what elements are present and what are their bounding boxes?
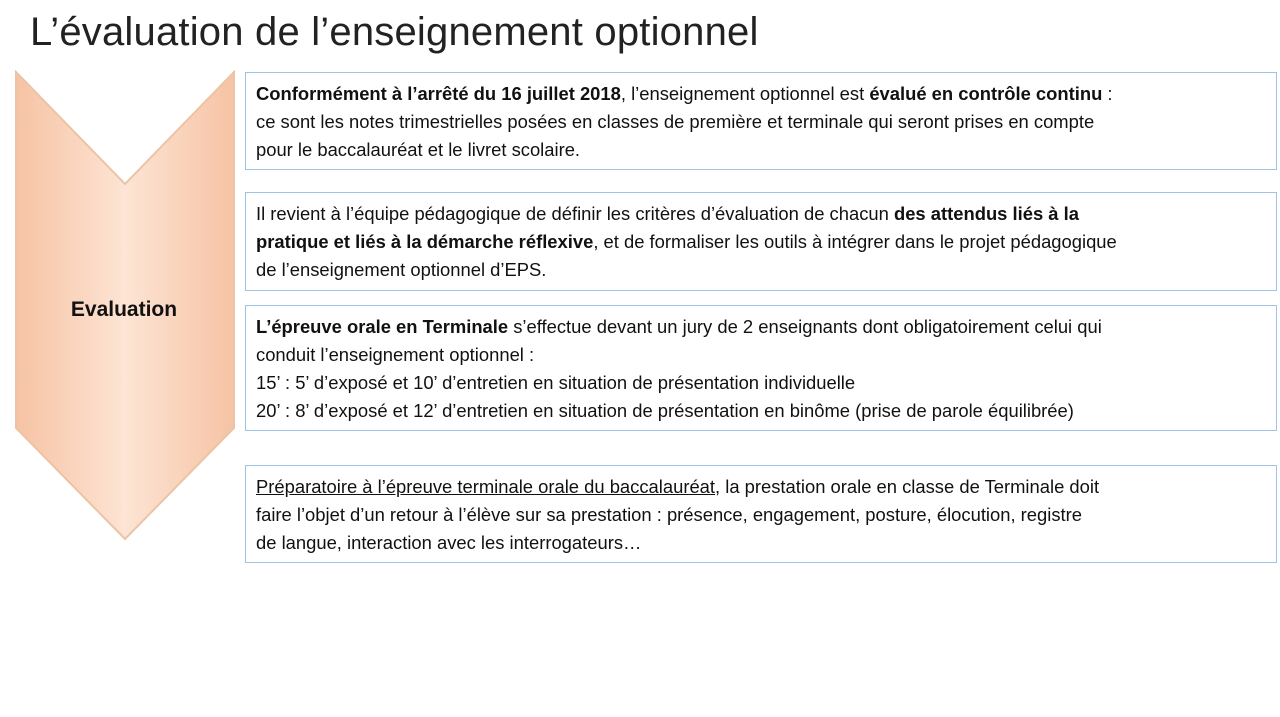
box3-line3: 15’ : 5’ d’exposé et 10’ d’entretien en situation de présentation individuelle	[256, 372, 856, 393]
box3-line2: conduit l’enseignement optionnel :	[256, 344, 535, 365]
evaluation-chevron	[14, 70, 238, 542]
box3-line1: L’épreuve orale en Terminale s’effectue devant un jury de 2 enseignants dont obligatoirement celui qui	[256, 316, 1102, 337]
box3-line4: 20’ : 8’ d’exposé et 12’ d’entretien en situation de présentation en binôme (prise de parole équilibrée)	[256, 400, 1074, 421]
box2-line3: de l’enseignement optionnel d’EPS.	[256, 259, 547, 280]
text-box-preparatoire	[245, 465, 1277, 563]
chevron-label: Evaluation	[70, 298, 178, 321]
box4-line2: faire l’objet d’un retour à l’élève sur sa prestation : présence, engagement, posture, élocution, registre	[256, 504, 1083, 525]
text-box-epreuve-orale	[245, 305, 1277, 431]
slide-title: L’évaluation de l’enseignement optionnel	[30, 10, 759, 54]
box4-line1: Préparatoire à l’épreuve terminale orale du baccalauréat, la prestation orale en classe de Terminale doit	[256, 476, 1100, 497]
box1-line3: pour le baccalauréat et le livret scolaire.	[256, 139, 581, 160]
text-box-equipe	[245, 192, 1277, 291]
box2-line2: pratique et liés à la démarche réflexive, et de formaliser les outils à intégrer dans le projet pédagogique	[256, 231, 1117, 252]
box4-line3: de langue, interaction avec les interrogateurs…	[256, 532, 642, 553]
box1-line1: Conformément à l’arrêté du 16 juillet 2018, l’enseignement optionnel est évalué en contrôle continu :	[256, 83, 1113, 104]
text-box-conformement	[245, 72, 1277, 170]
box2-line1: Il revient à l’équipe pédagogique de définir les critères d’évaluation de chacun des attendus liés à la	[256, 203, 1079, 224]
box1-line2: ce sont les notes trimestrielles posées en classes de première et terminale qui seront prises en compte	[256, 111, 1095, 132]
